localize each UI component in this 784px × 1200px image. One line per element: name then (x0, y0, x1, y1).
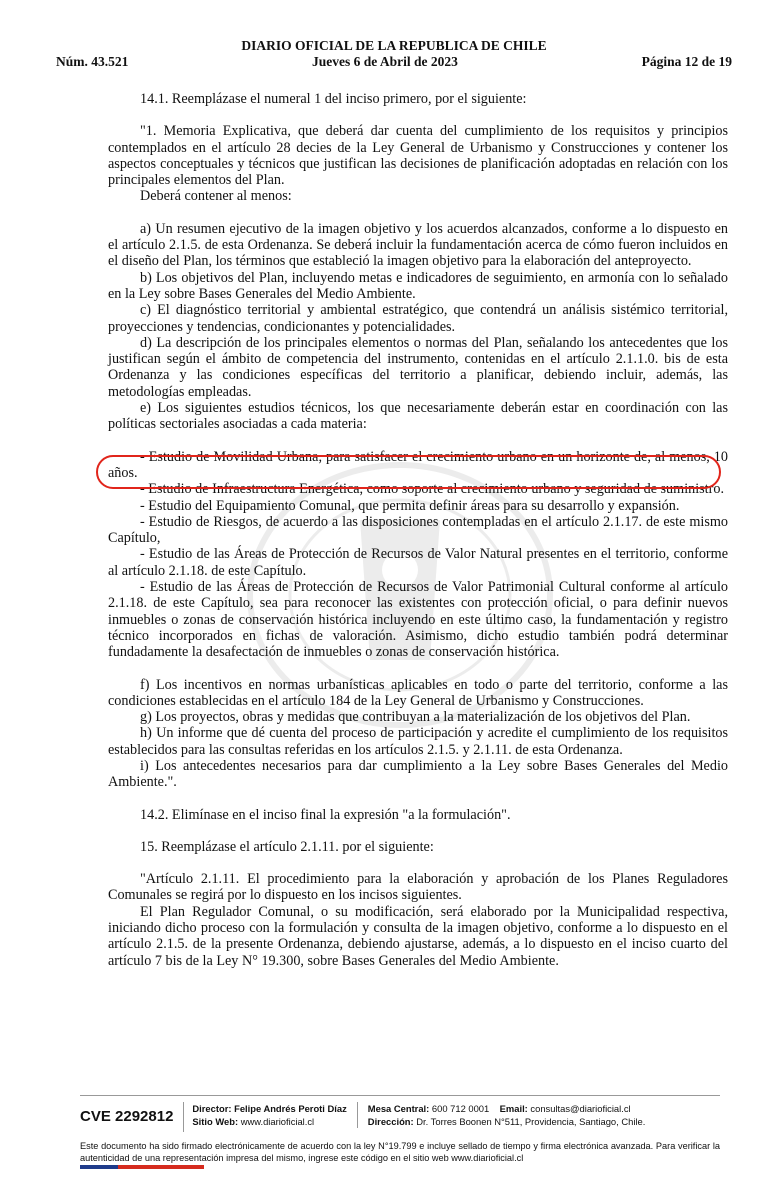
list-item: i) Los antecedentes necesarios para dar cumplimiento a la Ley sobre Bases Generales del Medio Ambiente.". (108, 757, 728, 791)
signature-note: Este documento ha sido firmado electrónicamente de acuerdo con la ley N°19.799 e incluye sellado de tiempo y firma electrónica avanzada. Para verificar la autenticidad de una representación impresa del mismo, ingrese este código en el sitio web www.diarioficial.cl (80, 1141, 720, 1163)
document-body (108, 91, 728, 969)
paragraph: "1. Memoria Explicativa, que deberá dar cuenta del cumplimiento de los requisitos y principios contemplados en el artículo 28 decies de la Ley General de Urbanismo y Construcciones y contener los aspectos conceptuales y técnicos que justifican las decisiones de planificación adoptadas en relación con los principales elementos del Plan. (108, 123, 728, 189)
address: Dr. Torres Boonen N°511, Providencia, Santiago, Chile. (416, 1116, 646, 1127)
study-item: - Estudio de las Áreas de Protección de Recursos de Valor Patrimonial Cultural conforme al artículo 2.1.18. de este Capítulo, sea para reconocer las existentes con protección oficial, o para definir nuevos inmuebles o zonas de conservación histórica incluyendo en este último caso, la fundamentación y registro técnico incorporados en fichas de valoración. Asimismo, dicho estudio también podrá determinar fundadamente la desafectación de inmuebles o zonas de conservación histórica. (108, 579, 728, 661)
paragraph: 14.2. Elimínase en el inciso final la expresión "a la formulación". (140, 806, 511, 823)
study-item: - Estudio de las Áreas de Protección de Recursos de Valor Natural presentes en el territorio, conforme al artículo 2.1.18. de este Capítulo. (108, 546, 728, 579)
director-label: Director: (192, 1103, 232, 1114)
paragraph: El Plan Regulador Comunal, o su modificación, será elaborado por la Municipalidad respectiva, iniciando dicho proceso con la formulación y consulta de la imagen objetivo, conforme a lo dispuesto en el artículo 2.1.5. de la presente Ordenanza, debiendo ajustarse, además, a lo dispuesto en el inciso cuarto del artículo 7 bis de la Ley N° 19.300, sobre Bases Generales del Medio Ambiente. (108, 903, 728, 969)
list-item: f) Los incentivos en normas urbanísticas aplicables en todo o parte del territorio, conforme a las condiciones establecidas en el artículo 184 de la Ley General de Urbanismo y Construcciones. (108, 676, 728, 709)
paragraph: Deberá contener al menos: (140, 188, 292, 205)
address-label: Dirección: (367, 1116, 414, 1127)
study-item: - Estudio del Equipamiento Comunal, que permita definir áreas para su desarrollo y expansión. (140, 497, 680, 514)
list-item: c) El diagnóstico territorial y ambiental estratégico, que contendrá un análisis sistémico territorial, proyecciones y tendencias, condicionantes y potencialidades. (108, 302, 728, 335)
issue-number: Núm. 43.521 (56, 54, 129, 69)
website-label: Sitio Web: (192, 1116, 239, 1127)
phone-label: Mesa Central: (367, 1103, 430, 1114)
study-item: - Estudio de Riesgos, de acuerdo a las disposiciones contempladas en el artículo 2.1.17. de este mismo Capítulo, (108, 513, 728, 547)
page-header (56, 38, 732, 70)
paragraph: "Artículo 2.1.11. El procedimiento para la elaboración y aprobación de los Planes Reguladores Comunales se regirá por lo dispuesto en los incisos siguientes. (108, 871, 728, 904)
paragraph: 15. Reemplázase el artículo 2.1.11. por el siguiente: (140, 838, 434, 855)
director-name: Felipe Andrés Peroti Díaz (234, 1103, 347, 1114)
list-item: g) Los proyectos, obras y medidas que contribuyan a la materialización de los objetivos del Plan. (140, 709, 691, 726)
highlight-annotation (96, 455, 721, 489)
list-item: b) Los objetivos del Plan, incluyendo metas e indicadores de seguimiento, en armonía con lo señalado en la Ley sobre Bases Generales del Medio Ambiente. (108, 269, 728, 302)
email-label: Email: (499, 1103, 528, 1114)
list-item: e) Los siguientes estudios técnicos, los que necesariamente deberán estar en coordinación con las políticas sectoriales asociadas a cada materia: (108, 400, 728, 433)
page-footer (80, 1095, 720, 1164)
newspaper-title: DIARIO OFICIAL DE LA REPUBLICA DE CHILE (241, 38, 547, 53)
list-item: h) Un informe que dé cuenta del proceso de participación y acredite el cumplimiento de los requisitos establecidos para las consultas referidas en los artículos 2.1.5. y 2.1.11. de esta Ordenanza. (108, 725, 728, 758)
study-item-mobility: - Estudio de Movilidad Urbana, para satisfacer el crecimiento urbano en un horizonte de, al menos, 10 años. (108, 448, 728, 481)
cve-code: CVE 2292812 (80, 1102, 184, 1132)
paragraph: 14.1. Reemplázase el numeral 1 del inciso primero, por el siguiente: (140, 91, 527, 107)
flag-stripe (80, 1165, 204, 1169)
email-link[interactable]: consultas@diarioficial.cl (530, 1103, 631, 1114)
phone-number: 600 712 0001 (431, 1103, 490, 1114)
list-item: a) Un resumen ejecutivo de la imagen objetivo y los acuerdos alcanzados, conforme a lo dispuesto en el artículo 2.1.5. de esta Ordenanza. Se deberá incluir la fundamentación acerca de cómo fueron incluidos en el diseño del Plan, los términos que estableció la imagen objetivo para la elaboración del anteproyecto. (108, 220, 728, 270)
page-number: Página 12 de 19 (641, 54, 732, 69)
study-item: - Estudio de Infraestructura Energética, como soporte al crecimiento urbano y seguridad de suministro. (140, 481, 724, 498)
website-link[interactable]: www.diarioficial.cl (240, 1116, 315, 1127)
issue-date: Jueves 6 de Abril de 2023 (312, 54, 458, 69)
list-item: d) La descripción de los principales elementos o normas del Plan, señalando los antecedentes que los justifican según el ámbito de competencia del instrumento, contenidas en el artículo 2.1.1.0. bis de esta Ordenanza y las condiciones específicas del territorio a planificar, debiendo incluir, además, las metodologías empleadas. (108, 334, 728, 400)
